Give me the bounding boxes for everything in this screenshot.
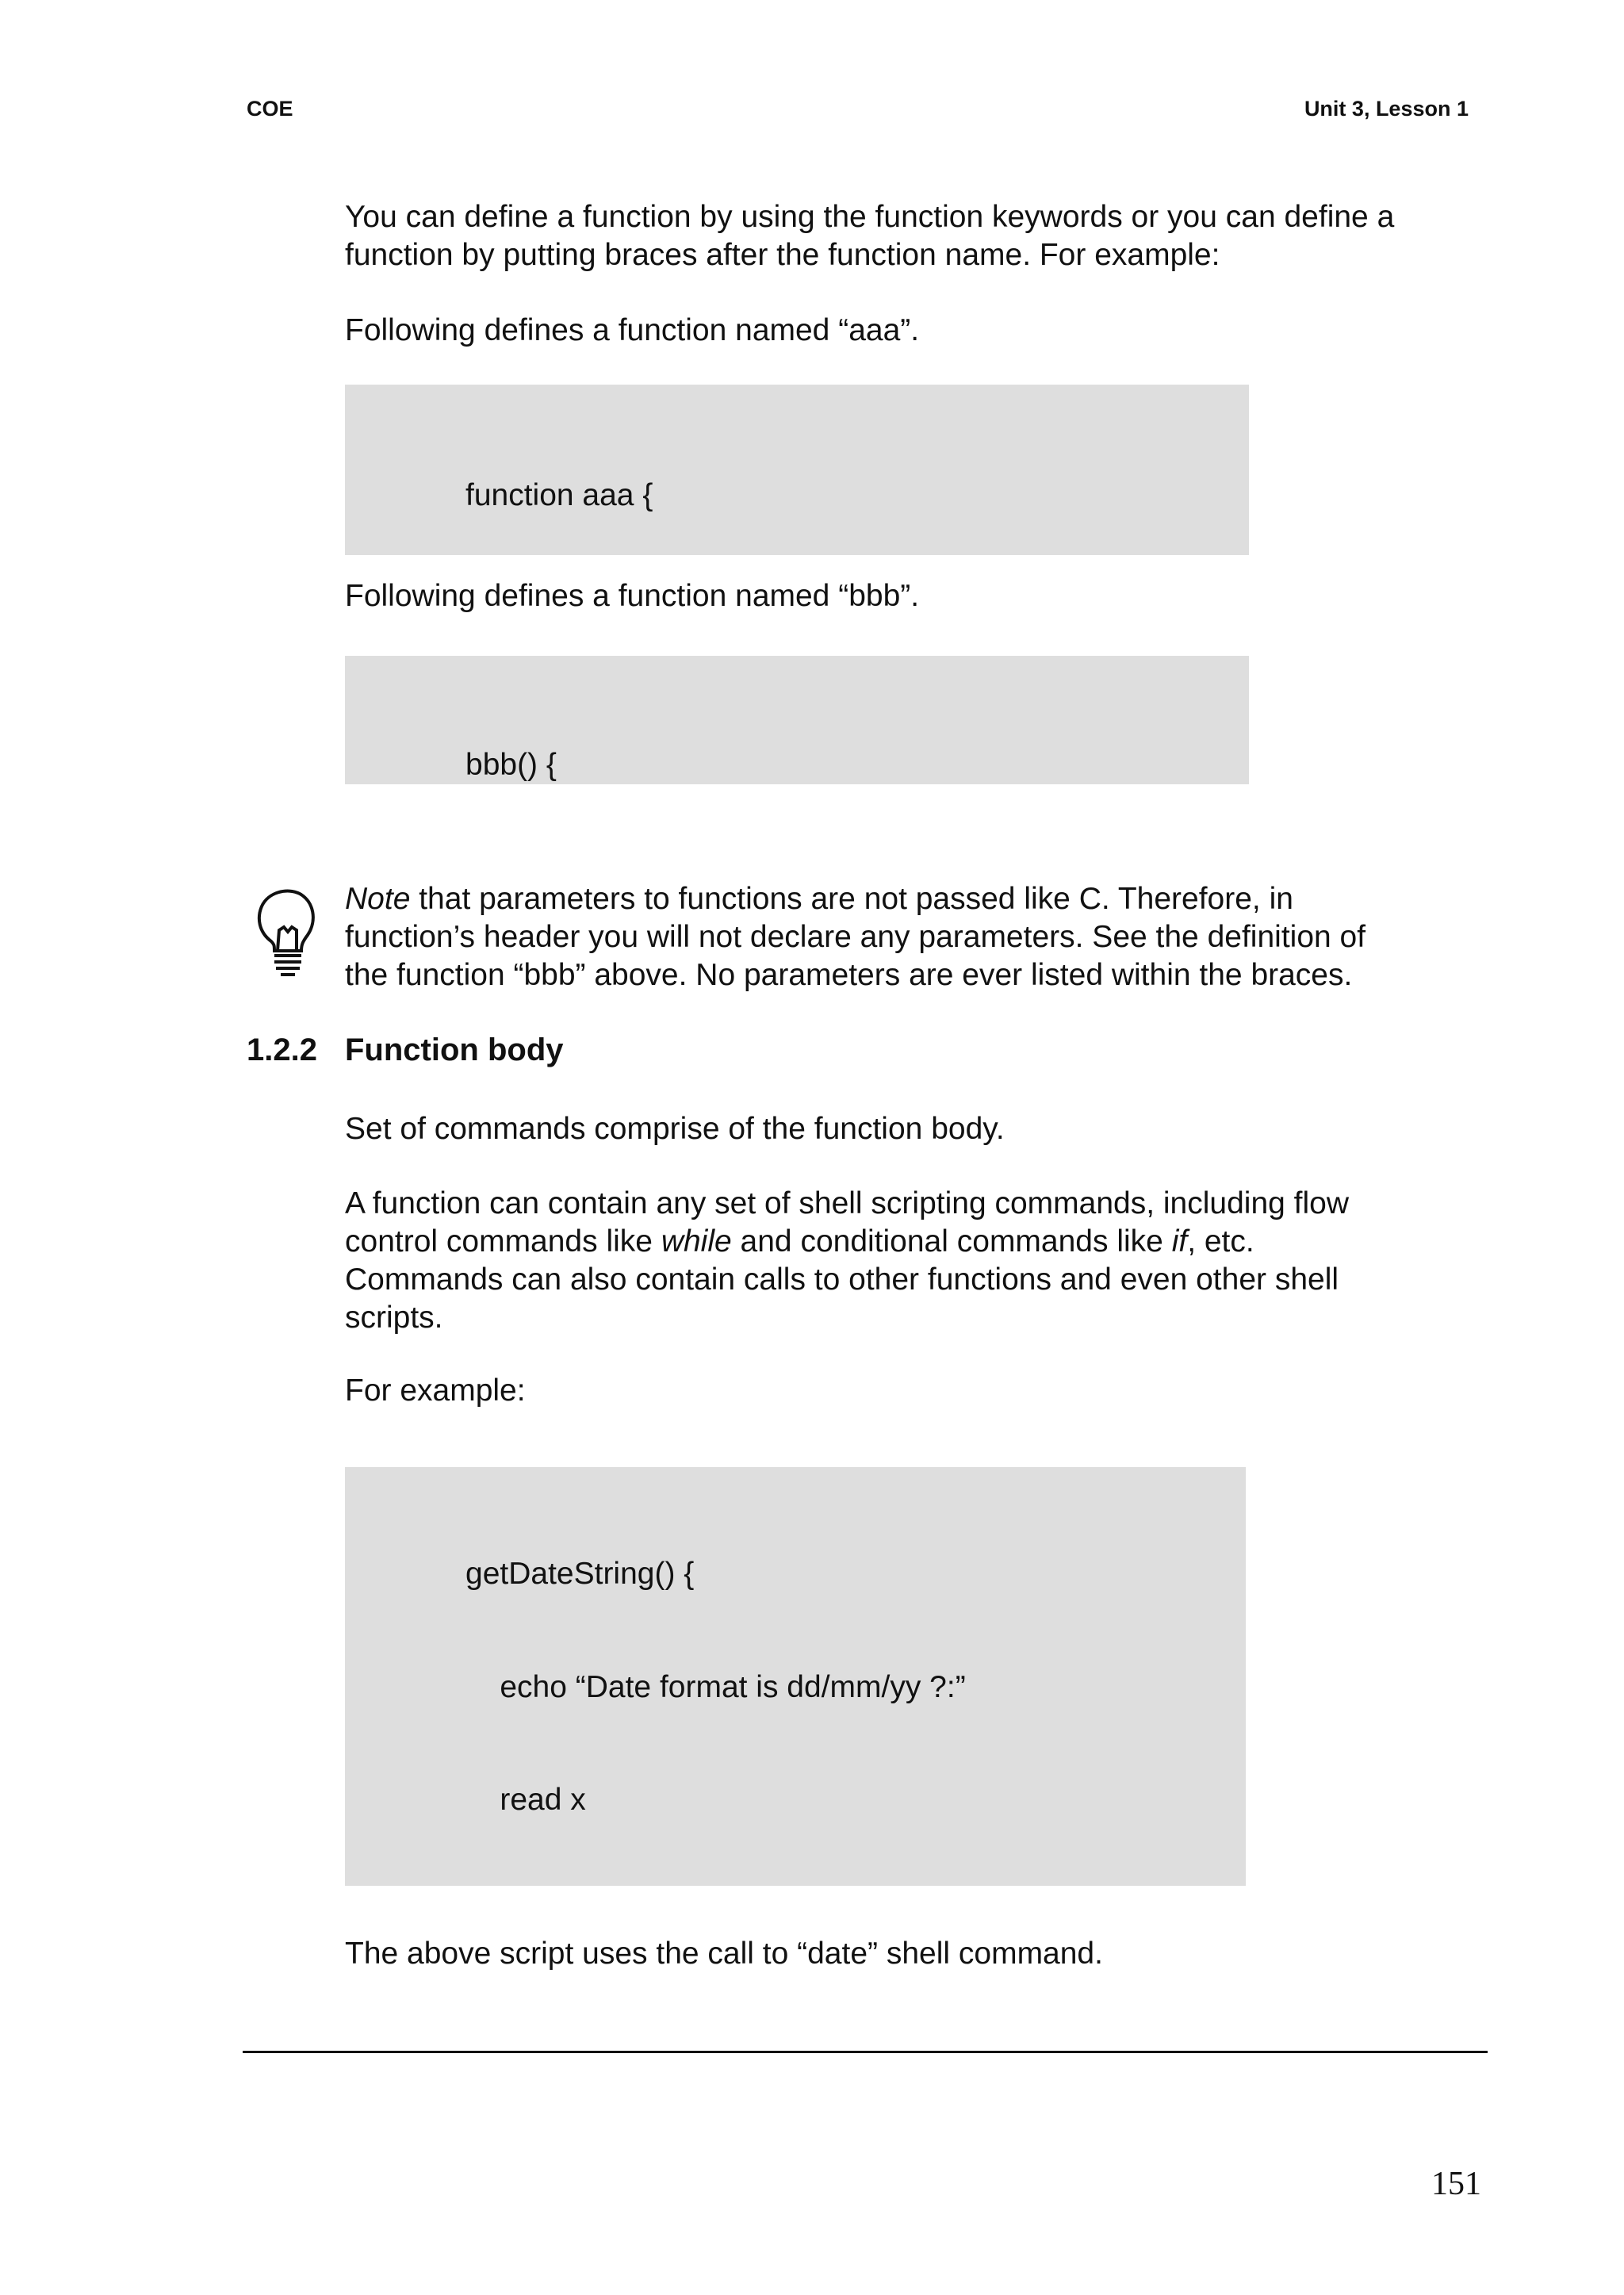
- note-paragraph: [345, 880, 1365, 994]
- header-right: Unit 3, Lesson 1: [1304, 97, 1469, 121]
- footer-rule: [243, 2051, 1488, 2053]
- intro-paragraph: [345, 198, 1394, 274]
- body-p2-line-3: Commands can also contain calls to other functions and even other shell: [345, 1262, 1339, 1297]
- page-number: 151: [1431, 2166, 1481, 2202]
- keyword-if: if: [1171, 1224, 1188, 1259]
- body-paragraph-2: [345, 1185, 1349, 1337]
- section-title: Function body: [345, 1033, 564, 1067]
- code-line: bbb() {: [465, 748, 557, 782]
- note-lead: Note: [345, 882, 411, 916]
- code-block-aaa: [345, 385, 1249, 555]
- for-example-label: For example:: [345, 1374, 526, 1408]
- code-line: function aaa {: [465, 478, 653, 512]
- lightbulb-icon: [255, 886, 319, 981]
- body-p2-text: and conditional commands like: [731, 1224, 1172, 1259]
- note-line-1-rest: that parameters to functions are not passed like C. Therefore, in: [410, 882, 1293, 916]
- aaa-caption: Following defines a function named “aaa”.: [345, 313, 920, 347]
- code-line: read x: [465, 1783, 586, 1817]
- body-p2-text: , etc.: [1187, 1224, 1254, 1259]
- code-date-lines: [465, 1480, 966, 1886]
- code-block-bbb: [345, 656, 1249, 784]
- body-p2-line-1: A function can contain any set of shell scripting commands, including flow: [345, 1186, 1350, 1220]
- body-p2-line-4: scripts.: [345, 1301, 443, 1335]
- body-p2-text: control commands like: [345, 1224, 661, 1259]
- code-aaa-lines: [465, 400, 653, 555]
- note-line-2: function’s header you will not declare any parameters. See the definition of: [345, 920, 1366, 954]
- body-p2-line-2: [345, 1223, 1349, 1261]
- keyword-while: while: [661, 1224, 732, 1259]
- body-paragraph-1: Set of commands comprise of the function body.: [345, 1112, 1005, 1146]
- closing-paragraph: The above script uses the call to “date” shell command.: [345, 1937, 1103, 1971]
- note-line-3: the function “bbb” above. No parameters are ever listed within the braces.: [345, 958, 1353, 992]
- code-block-getdatestring: [345, 1467, 1246, 1886]
- note-line-1: [345, 880, 1365, 918]
- bbb-caption: Following defines a function named “bbb”.: [345, 579, 920, 613]
- code-line: echo “Date format is dd/mm/yy ?:”: [465, 1669, 966, 1704]
- section-number: 1.2.2: [247, 1033, 317, 1067]
- header-left: COE: [247, 97, 293, 121]
- code-line: getDateString() {: [465, 1557, 695, 1591]
- code-bbb-lines: [465, 670, 561, 784]
- intro-line-1: You can define a function by using the function keywords or you can define a: [345, 200, 1395, 234]
- intro-line-2: function by putting braces after the function name. For example:: [345, 238, 1220, 272]
